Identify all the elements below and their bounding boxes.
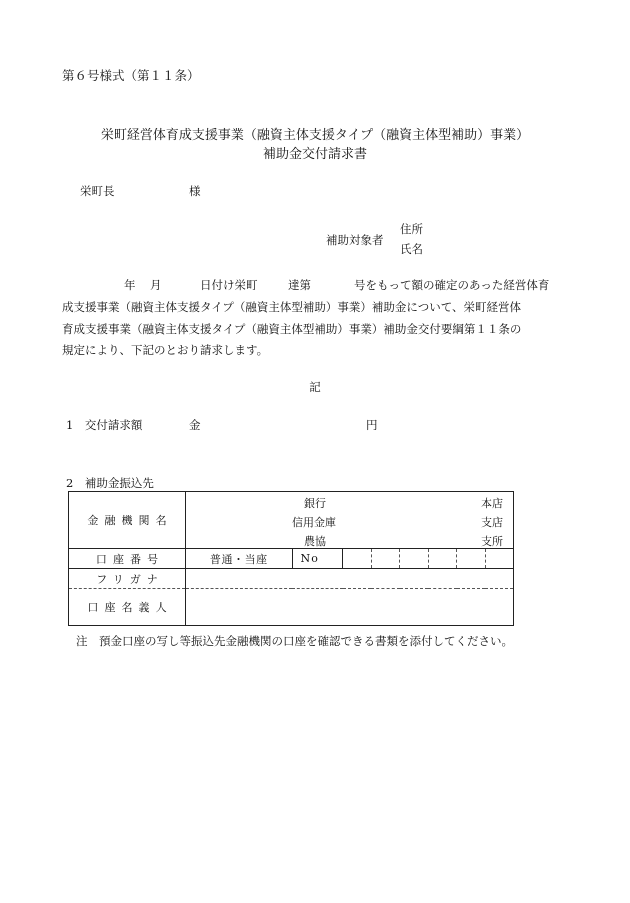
request-amount-yen: 円 [366, 418, 378, 432]
applicant-label: 補助対象者 [326, 233, 384, 247]
recipient-honorific: 様 [189, 184, 201, 198]
address-label: 住所 [400, 222, 423, 236]
furigana-label: フリガナ [69, 569, 186, 589]
furigana-field[interactable] [186, 569, 514, 589]
body-month: 月 [150, 278, 162, 292]
body-year: 年 [124, 278, 136, 292]
body-rest: 号をもって額の確定のあった経営体育 [354, 278, 550, 292]
bank-account-table [68, 491, 514, 626]
name-label: 氏名 [400, 242, 423, 256]
account-digit[interactable] [457, 549, 485, 569]
institution-type-shinkin: 信用金庫 [292, 516, 337, 529]
institution-label: 金融機関名 [69, 492, 186, 549]
body-tatsu: 達第 [288, 278, 311, 292]
institution-field[interactable] [186, 492, 514, 549]
institution-type-nokyo: 農協 [304, 535, 327, 548]
transfer-destination-label: 2 補助金振込先 [66, 476, 154, 490]
no-label: No [292, 549, 343, 569]
body-line-3: 育成支援事業（融資主体支援タイプ（融資主体型補助）事業）補助金交付要綱第１１条の [62, 322, 522, 336]
body-dated: 日付け栄町 [200, 278, 258, 292]
branch-type-office: 支所 [481, 535, 503, 548]
body-line-2: 成支援事業（融資主体支援タイプ（融資主体型補助）事業）補助金について、栄町経営体 [62, 300, 521, 314]
account-digit[interactable] [400, 549, 428, 569]
branch-type-branch: 支店 [481, 516, 503, 529]
document-subtitle: 補助金交付請求書 [262, 147, 367, 162]
account-type[interactable]: 普通・当座 [186, 549, 293, 569]
request-amount-kin: 金 [189, 418, 201, 432]
ki-heading: 記 [309, 380, 321, 394]
account-digit[interactable] [485, 549, 514, 569]
account-holder-label: 口座名義人 [69, 589, 186, 626]
account-digit[interactable] [343, 549, 371, 569]
branch-type-main: 本店 [481, 497, 503, 510]
account-number-label: 口座番号 [69, 549, 186, 569]
form-number: 第６号様式（第１１条） [62, 68, 200, 83]
account-holder-field[interactable] [186, 589, 514, 626]
recipient-name: 栄町長 [80, 184, 115, 198]
document-title: 栄町経営体育成支援事業（融資主体支援タイプ（融資主体型補助）事業） [100, 128, 530, 143]
attachment-note: 注 預金口座の写し等振込先金融機関の口座を確認できる書類を添付してください。 [76, 634, 513, 648]
institution-type-bank: 銀行 [304, 497, 327, 510]
account-digit[interactable] [371, 549, 399, 569]
account-digit[interactable] [428, 549, 456, 569]
body-line-4: 規定により、下記のとおり請求します。 [62, 343, 269, 357]
request-amount-label: 1 交付請求額 [66, 418, 143, 432]
